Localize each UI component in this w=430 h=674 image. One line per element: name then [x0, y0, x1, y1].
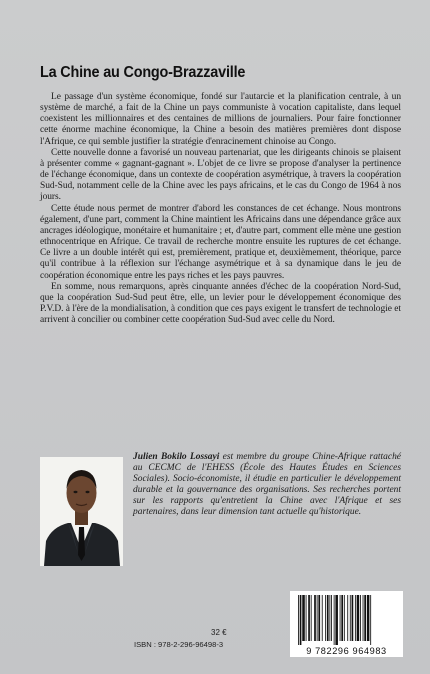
barcode-bar [334, 595, 335, 645]
barcode-bar [363, 595, 364, 641]
barcode-bar [364, 595, 366, 641]
barcode-bar [357, 595, 360, 641]
barcode-bar [317, 595, 318, 641]
barcode-bar [331, 595, 332, 641]
author-portrait-image [40, 457, 123, 566]
barcode-bar [325, 595, 326, 641]
barcode-bar [298, 595, 299, 645]
barcode-bar [350, 595, 351, 641]
isbn-label: ISBN : 978-2-296-96498-3 [134, 640, 224, 649]
barcode-bar [360, 595, 361, 641]
barcode-bar [302, 595, 305, 641]
barcode-bar [341, 595, 343, 641]
author-photo [40, 457, 123, 566]
author-biography [133, 452, 401, 519]
barcode-bar [314, 595, 316, 641]
summary-paragraph-3: Cette étude nous permet de montrer d'abord les constances de cet échange. Nous montrons également, d'une part, comment la Chine maintient les Africains dans une dépendance grâce aux ancrages idéologique, monétaire et humanitaire ; et, d'autre part, comment elle mène une gestion ethnocentrique en Afrique. Ce travail de recherche montre ensuite les ruptures de cet échange. Ce livre a un double intérêt qui est, premièrement, pratique et, deuxièmement, théorique, parce qu'il contribue à la réflexion sur l'échange asymétrique et à sa dynamique dans le jeu de coopération économique entre les pays riches et les pays pauvres. [40, 203, 401, 281]
book-summary [40, 92, 401, 326]
barcode-bar [300, 595, 302, 645]
barcode-bars [290, 591, 403, 645]
barcode-bar [335, 595, 338, 645]
barcode-bar [355, 595, 356, 641]
barcode [290, 591, 403, 657]
barcode-bar [306, 595, 307, 641]
barcode-bar [367, 595, 370, 641]
barcode-bar [329, 595, 330, 641]
barcode-bar [322, 595, 323, 641]
barcode-bar [370, 595, 371, 645]
price-label: 32 € [211, 628, 227, 637]
author-bio-text: est membre du groupe Chine-Afrique rattaché au CECMC de l'EHESS (École des Hautes Études en Sciences Sociales). Socio-économiste, il étudie en particulier le développement durable et la gouvernance des organisations. Ses recherches portent sur les rapports qu'entretient la Chine avec l'Afrique et ses partenaires, dans leur dimension tant actuelle qu'historique. [133, 452, 401, 518]
barcode-bar [327, 595, 329, 641]
summary-paragraph-1: Le passage d'un système économique, fondé sur l'autarcie et la planification centrale, à un système de marché, a fait de la Chine un pays communiste à vocation capitaliste, dans lequel coexistent les millionnaires et des centaines de millions de journaliers. Pour faire fonctionner cette énorme machine économique, la Chine a besoin des matières premières dont dispose l'Afrique, ce qui semble justifier la stratégie d'enracinement chinoise au Congo. [40, 92, 401, 147]
barcode-number: 9 782296 964983 [306, 646, 387, 656]
book-title: La Chine au Congo-Brazzaville [40, 64, 246, 81]
barcode-bar [308, 595, 310, 641]
author-name: Julien Bokilo Lossayi [133, 452, 220, 462]
summary-paragraph-4: En somme, nous remarquons, après cinquante années d'échec de la coopération Nord-Sud, que la coopération Sud-Sud peut être, elle, un levier pour le développement économique des P.V.D. à l'ère de la mondialisation, à condition que ces pays exigent le transfert de technologie et arrivent à concilier ou combiner cette coopération Sud-Sud avec celle du Nord. [40, 281, 401, 326]
summary-paragraph-2: Cette nouvelle donne a favorisé un nouveau partenariat, que les dirigeants chinois se plaisent à présenter comme « gagnant-gagnant ». L'objet de ce livre se propose d'analyser la pertinence de l'échange économique, dans un contexte de coopération asymétrique, à travers la coopération Sud-Sud, notamment celle de la Chine avec les pays africains, et le cas du Congo de 1964 à nos jours. [40, 147, 401, 203]
barcode-bar [344, 595, 345, 641]
barcode-bar [347, 595, 348, 641]
barcode-bar [352, 595, 354, 641]
barcode-bar [340, 595, 341, 641]
barcode-bar [311, 595, 312, 641]
barcode-bar [318, 595, 320, 641]
